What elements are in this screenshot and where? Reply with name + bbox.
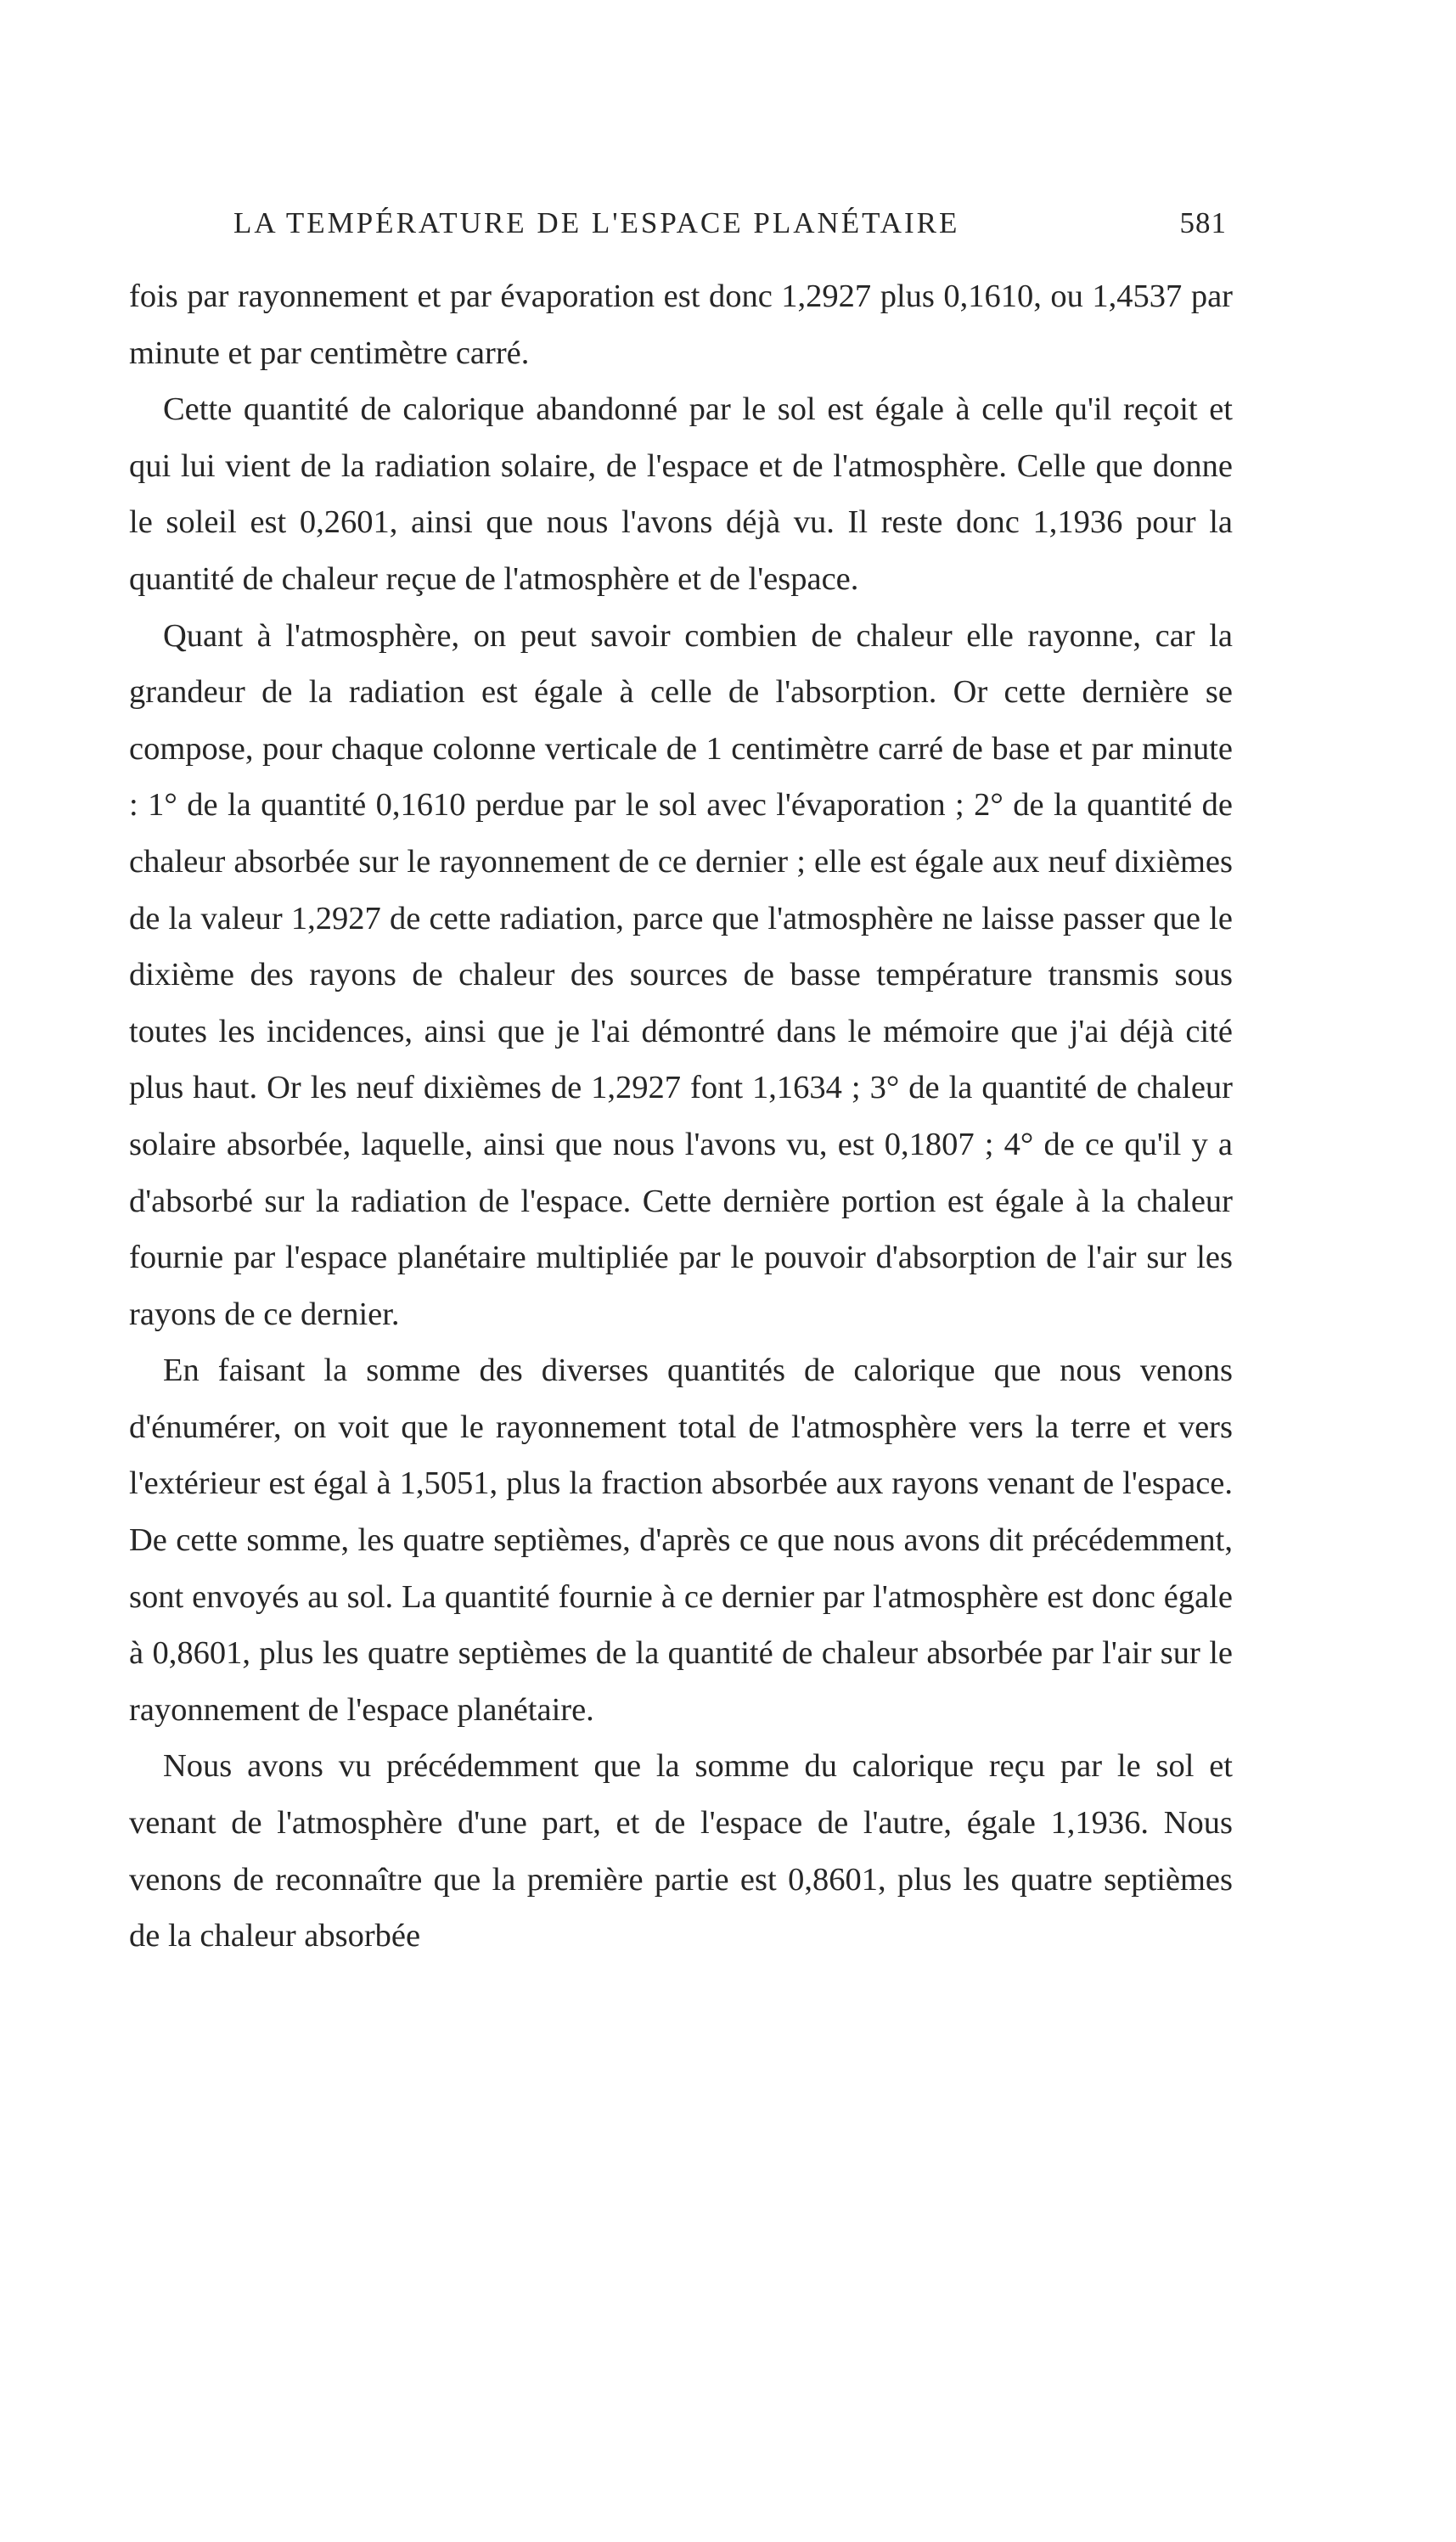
running-title: LA TEMPÉRATURE DE L'ESPACE PLANÉTAIRE [233,206,960,239]
running-header [233,202,1227,245]
page-number: 581 [1179,206,1227,239]
body-text [129,268,1233,1965]
paragraph: Quant à l'atmosphère, on peut savoir combien de chaleur elle rayonne, car la grandeur de la radiation est égale à celle de l'absorption. Or cette dernière se compose, pour chaque colonne verticale de 1 centimètre carré de base et par minute : 1° de la quantité 0,1610 perdue par le sol avec l'évaporation ; 2° de la quantité de chaleur absorbée sur le rayonnement de ce dernier ; elle est égale aux neuf dixièmes de la valeur 1,2927 de cette radiation, parce que l'atmosphère ne laisse passer que le dixième des rayons de chaleur des sources de basse température transmis sous toutes les incidences, ainsi que je l'ai démontré dans le mémoire que j'ai déjà cité plus haut. Or les neuf dixièmes de 1,2927 font 1,1634 ; 3° de la quantité de chaleur solaire absorbée, laquelle, ainsi que nous l'avons vu, est 0,1807 ; 4° de ce qu'il y a d'absorbé sur la radiation de l'espace. Cette dernière portion est égale à la chaleur fournie par l'espace planétaire multipliée par le pouvoir d'absorption de l'air sur les rayons de ce dernier. [129,617,1233,1332]
paragraph: Nous avons vu précédemment que la somme du calorique reçu par le sol et venant de l'atmosphère d'une part, et de l'espace de l'autre, égale 1,1936. Nous venons de reconnaître que la première partie est 0,8601, plus les quatre septièmes de la chaleur absorbée [129,1748,1233,1954]
paragraph: En faisant la somme des diverses quantités de calorique que nous venons d'énumérer, on voit que le rayonnement total de l'atmosphère vers la terre et vers l'extérieur est égal à 1,5051, plus la fraction absorbée aux rayons venant de l'espace. De cette somme, les quatre septièmes, d'après ce que nous avons dit précédemment, sont envoyés au sol. La quantité fournie à ce dernier par l'atmosphère est donc égale à 0,8601, plus les quatre septièmes de la quantité de chaleur absorbée par l'air sur le rayonnement de l'espace planétaire. [129,1353,1233,1728]
paragraph-continued: fois par rayonnement et par évaporation est donc 1,2927 plus 0,1610, ou 1,4537 par minute et par centimètre carré. [129,278,1233,371]
paragraph: Cette quantité de calorique abandonné par le sol est égale à celle qu'il reçoit et qui lui vient de la radiation solaire, de l'espace et de l'atmosphère. Celle que donne le soleil est 0,2601, ainsi que nous l'avons déjà vu. Il reste donc 1,1936 pour la quantité de chaleur reçue de l'atmosphère et de l'espace. [129,391,1233,597]
